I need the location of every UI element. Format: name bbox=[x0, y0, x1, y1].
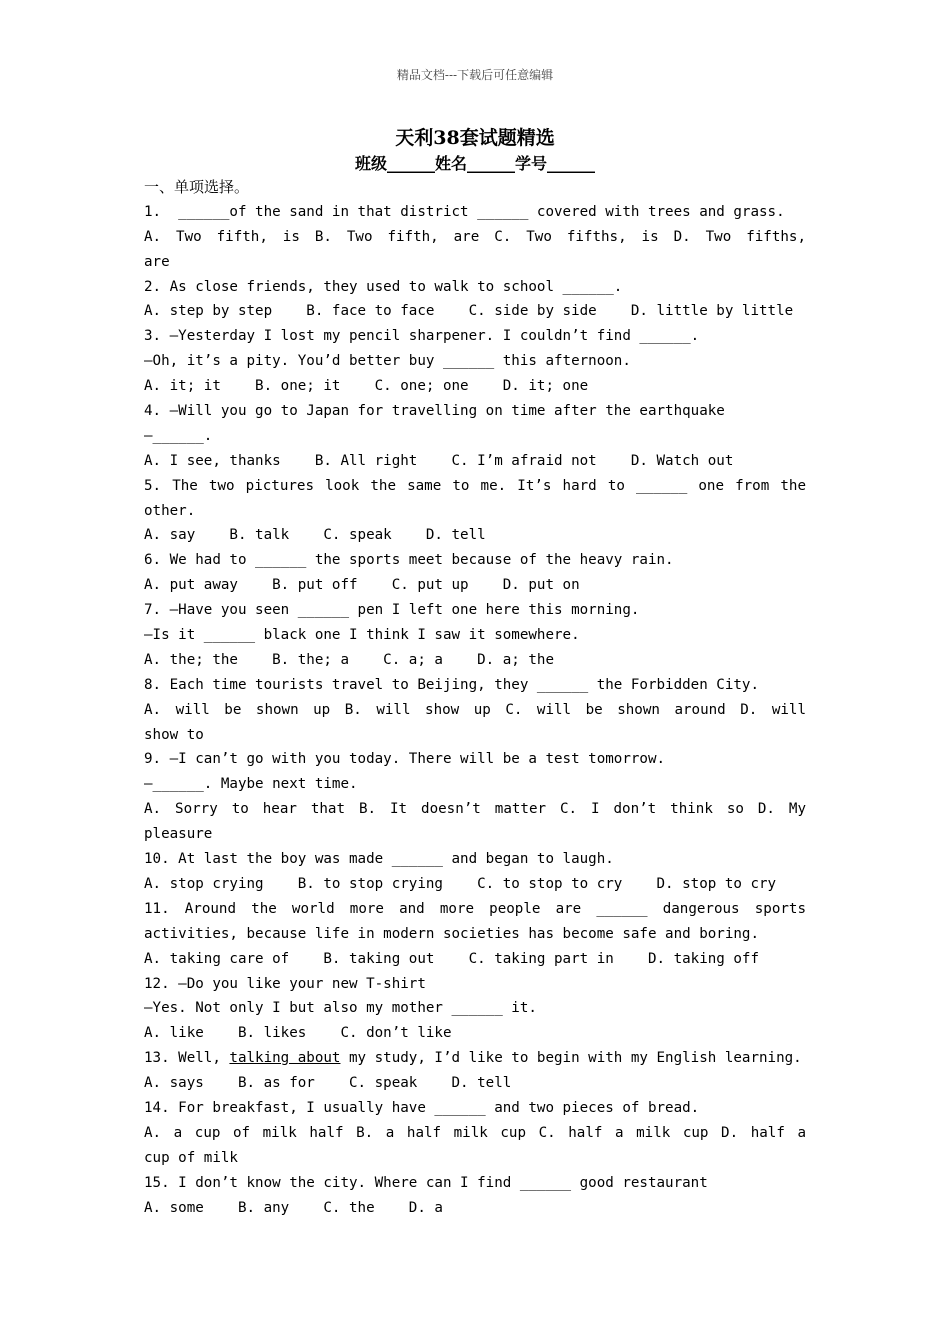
question-line: 7. —Have you seen ______ pen I left one here this morning. bbox=[144, 602, 640, 619]
question-line: 10. At last the boy was made ______ and began to laugh. bbox=[144, 851, 614, 868]
question-line: A. I see, thanks B. All right C. I’m afraid not D. Watch out bbox=[144, 452, 734, 469]
question-line bbox=[144, 1046, 806, 1071]
question-line: 15. I don’t know the city. Where can I find ______ good restaurant bbox=[144, 1174, 708, 1191]
question-line: —______. bbox=[144, 427, 213, 444]
question-line: 1. ______of the sand in that district ______ covered with trees and grass. bbox=[144, 203, 785, 220]
question-line: A. say B. talk C. speak D. tell bbox=[144, 527, 486, 544]
question-line: A. it; it B. one; it C. one; one D. it; one bbox=[144, 378, 589, 395]
section-heading: 一、单项选择。 bbox=[144, 178, 250, 196]
question-line: other. bbox=[144, 502, 196, 519]
question-line: —Is it ______ black one I think I saw it somewhere. bbox=[144, 627, 580, 644]
question-list bbox=[144, 175, 806, 1220]
question-line: 11. Around the world more and more people are ______ dangerous sports bbox=[144, 900, 806, 917]
question-line: A. will be shown up B. will show up C. will be shown around D. will bbox=[144, 701, 806, 718]
question-line: cup of milk bbox=[144, 1149, 238, 1166]
question-line: —______. Maybe next time. bbox=[144, 776, 358, 793]
question-line: 3. —Yesterday I lost my pencil sharpener. I couldn’t find ______. bbox=[144, 328, 700, 345]
question-line: 12. —Do you like your new T-shirt bbox=[144, 975, 426, 992]
question-line: A. step by step B. face to face C. side by side D. little by little bbox=[144, 303, 794, 320]
question-line: A. like B. likes C. don’t like bbox=[144, 1025, 452, 1042]
question-line: show to bbox=[144, 726, 204, 743]
question-line: A. stop crying B. to stop crying C. to stop to cry D. stop to cry bbox=[144, 875, 777, 892]
question-line: A. put away B. put off C. put up D. put on bbox=[144, 577, 580, 594]
question-line: —Yes. Not only I but also my mother ______ it. bbox=[144, 1000, 537, 1017]
question-line: 5. The two pictures look the same to me. It’s hard to ______ one from the bbox=[144, 477, 806, 494]
document-title: 天利38套试题精选 bbox=[395, 127, 555, 149]
question-line: 8. Each time tourists travel to Beijing, they ______ the Forbidden City. bbox=[144, 676, 759, 693]
question-line: 2. As close friends, they used to walk to school ______. bbox=[144, 278, 623, 295]
question-line: pleasure bbox=[144, 826, 213, 843]
question-line: A. says B. as for C. speak D. tell bbox=[144, 1075, 512, 1092]
question-line: 4. —Will you go to Japan for travelling on time after the earthquake bbox=[144, 403, 725, 420]
student-info-line: 班级______姓名______学号______ bbox=[354, 154, 595, 173]
question-line: A. a cup of milk half B. a half milk cup C. half a milk cup D. half a bbox=[144, 1124, 806, 1141]
underlined-phrase: talking about bbox=[229, 1050, 341, 1067]
question-line: 6. We had to ______ the sports meet because of the heavy rain. bbox=[144, 552, 674, 569]
question-line: A. Sorry to hear that B. It doesn’t matter C. I don’t think so D. My bbox=[144, 801, 806, 818]
question-line: A. the; the B. the; a C. a; a D. a; the bbox=[144, 651, 554, 668]
line-text: 13. Well, bbox=[144, 1050, 230, 1067]
question-line: A. some B. any C. the D. a bbox=[144, 1199, 443, 1216]
question-line: —Oh, it’s a pity. You’d better buy ______ this afternoon. bbox=[144, 353, 631, 370]
question-line: 9. —I can’t go with you today. There will be a test tomorrow. bbox=[144, 751, 666, 768]
line-text: my study, I’d like to begin with my English learning. bbox=[340, 1050, 802, 1067]
page-header: 精品文档---下载后可任意编辑 bbox=[396, 68, 554, 82]
question-line: 14. For breakfast, I usually have ______ and two pieces of bread. bbox=[144, 1099, 700, 1116]
question-line: activities, because life in modern societies has become safe and boring. bbox=[144, 925, 759, 942]
question-line: A. taking care of B. taking out C. taking part in D. taking off bbox=[144, 950, 759, 967]
question-line: A. Two fifth, is B. Two fifth, are C. Two fifths, is D. Two fifths, bbox=[144, 228, 806, 245]
question-line: are bbox=[144, 253, 170, 270]
